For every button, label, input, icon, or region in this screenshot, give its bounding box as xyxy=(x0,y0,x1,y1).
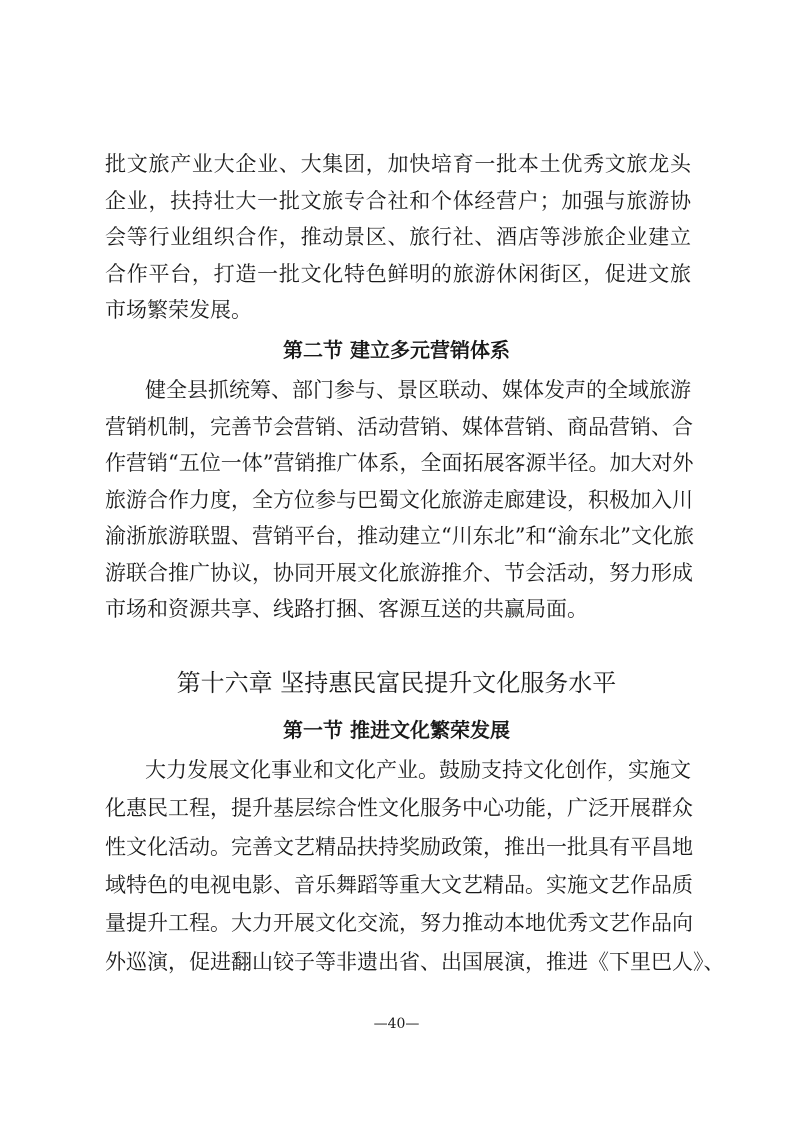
text-line: 量提升工程。大力开展文化交流，努力推动本地优秀文艺作品向 xyxy=(105,911,693,935)
text-line: 健全县抓统筹、部门参与、景区联动、媒体发声的全域旅游 xyxy=(145,378,691,402)
text-line: 企业，扶持壮大一批文旅专合社和个体经营户；加强与旅游协 xyxy=(105,189,691,213)
text-line: 性文化活动。完善文艺精品扶持奖励政策，推出一批具有平昌地 xyxy=(105,835,693,859)
text-line: 域特色的电视电影、音乐舞蹈等重大文艺精品。实施文艺作品质 xyxy=(105,873,693,897)
text-line: 渝浙旅游联盟、营销平台，推动建立“川东北”和“渝东北”文化旅 xyxy=(105,524,694,548)
text-line: 游联合推广协议，协同开展文化旅游推介、节会活动，努力形成 xyxy=(105,561,693,585)
text-line: 营销机制，完善节会营销、活动营销、媒体营销、商品营销、合 xyxy=(105,415,693,439)
chapter-heading: 第十六章 坚持惠民富民提升文化服务水平 xyxy=(176,669,617,697)
text-line: 批文旅产业大企业、大集团，加快培育一批本土优秀文旅龙头 xyxy=(105,152,691,176)
text-line: 作营销“五位一体”营销推广体系，全面拓展客源半径。加大对外 xyxy=(105,451,694,475)
section-heading: 第一节 推进文化繁荣发展 xyxy=(283,718,510,742)
section-heading: 第二节 建立多元营销体系 xyxy=(283,338,510,362)
page-number: —40— xyxy=(373,1016,420,1032)
text-line: 合作平台，打造一批文化特色鲜明的旅游休闲街区，促进文旅 xyxy=(105,262,691,286)
text-line: 化惠民工程，提升基层综合性文化服务中心功能，广泛开展群众 xyxy=(105,796,693,820)
text-line: 市场繁荣发展。 xyxy=(105,298,252,322)
text-line: 旅游合作力度，全方位参与巴蜀文化旅游走廊建设，积极加入川 xyxy=(105,488,693,512)
text-line: 大力发展文化事业和文化产业。鼓励支持文化创作，实施文 xyxy=(145,758,691,782)
text-line: 会等行业组织合作，推动景区、旅行社、酒店等涉旅企业建立 xyxy=(105,225,691,249)
text-line: 市场和资源共享、线路打捆、客源互送的共赢局面。 xyxy=(105,597,588,621)
text-line: 外巡演，促进翻山铰子等非遗出省、出国展演，推进《下里巴人》、 xyxy=(105,950,725,974)
